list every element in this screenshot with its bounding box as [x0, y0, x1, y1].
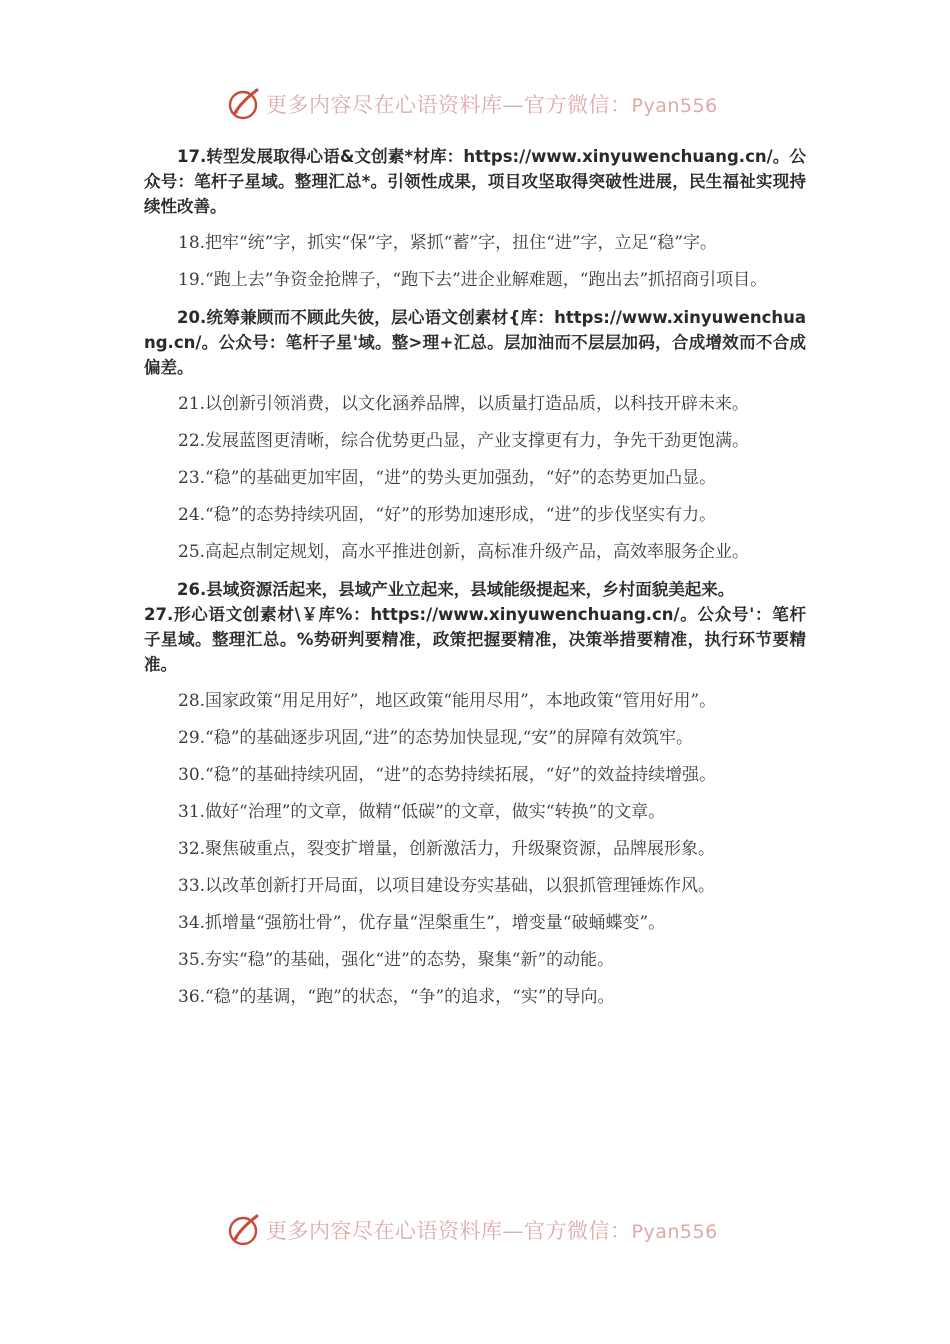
- paragraph-20: 20.统筹兼顾而不顾此失彼，层心语文创素材{库：https://www.xinyuwenchuang.cn/。公众号：笔杆子星'域。整>理+汇总。层加油而不层层加码，合成增效而不合成偏差。: [144, 308, 806, 377]
- paragraph-18: 18.把牢“统”字，抓实“保”字，紧抓“蓄”字，扭住“进”字，立足“稳”字。: [178, 233, 717, 253]
- paragraph-28: 28.国家政策“用足用好”，地区政策“能用尽用”，本地政策“管用好用”。: [178, 691, 717, 711]
- brush-logo-icon: [226, 1212, 262, 1248]
- document-body: [144, 144, 806, 1022]
- paragraph-19: 19.“跑上去”争资金抢牌子，“跑下去”进企业解难题，“跑出去”抓招商引项目。: [178, 270, 768, 290]
- paragraph-24: 24.“稳”的态势持续巩固，“好”的形势加速形成，“进”的步伐坚实有力。: [178, 505, 717, 525]
- paragraph-23: 23.“稳”的基础更加牢固，“进”的势头更加强劲，“好”的态势更加凸显。: [178, 468, 717, 488]
- paragraph-25: 25.高起点制定规划，高水平推进创新，高标准升级产品，高效率服务企业。: [178, 542, 750, 562]
- footer-banner-text: 更多内容尽在心语资料库—官方微信：Pyan556: [266, 1219, 718, 1243]
- header-banner: [226, 84, 746, 124]
- paragraph-31: 31.做好“治理”的文章，做精“低碳”的文章，做实“转换”的文章。: [178, 802, 666, 822]
- paragraph-22: 22.发展蓝图更清晰，综合优势更凸显，产业支撑更有力，争先干劲更饱满。: [178, 431, 750, 451]
- paragraph-26: 26.县域资源活起来，县域产业立起来，县域能级提起来，乡村面貌美起来。: [177, 580, 735, 599]
- paragraph-32: 32.聚焦破重点，裂变扩增量，创新激活力，升级聚资源，品牌展形象。: [178, 839, 716, 859]
- brush-logo-icon: [226, 86, 262, 122]
- paragraph-27: 27.形心语文创素材\￥库%：https://www.xinyuwenchuang.cn/。公众号'：笔杆子星域。整理汇总。%势研判要精准，政策把握要精准，决策举措要精准，执行环节要精准。: [144, 605, 806, 674]
- paragraph-29: 29.“稳”的基础逐步巩固,“进”的态势加快显现,“安”的屏障有效筑牢。: [178, 728, 693, 748]
- paragraph-36: 36.“稳”的基调，“跑”的状态，“争”的追求，“实”的导向。: [178, 987, 615, 1007]
- paragraph-30: 30.“稳”的基础持续巩固，“进”的态势持续拓展，“好”的效益持续增强。: [178, 765, 717, 785]
- paragraph-35: 35.夯实“稳”的基础，强化“进”的态势，聚集“新”的动能。: [178, 950, 615, 970]
- footer-banner: [226, 1210, 746, 1250]
- paragraph-34: 34.抓增量“强筋壮骨”，优存量“涅槃重生”，增变量“破蛹蝶变”。: [178, 913, 666, 933]
- paragraph-21: 21.以创新引领消费，以文化涵养品牌，以质量打造品质，以科技开辟未来。: [178, 394, 750, 414]
- paragraph-33: 33.以改革创新打开局面，以项目建设夯实基础，以狠抓管理锤炼作风。: [178, 876, 716, 896]
- header-banner-text: 更多内容尽在心语资料库—官方微信：Pyan556: [266, 93, 718, 117]
- paragraph-17: 17.转型发展取得心语&文创素*材库：https://www.xinyuwenchuang.cn/。公众号：笔杆子星域。整理汇总*。引领性成果，项目攻坚取得突破性进展，民生福祉实现持续性改善。: [144, 147, 806, 216]
